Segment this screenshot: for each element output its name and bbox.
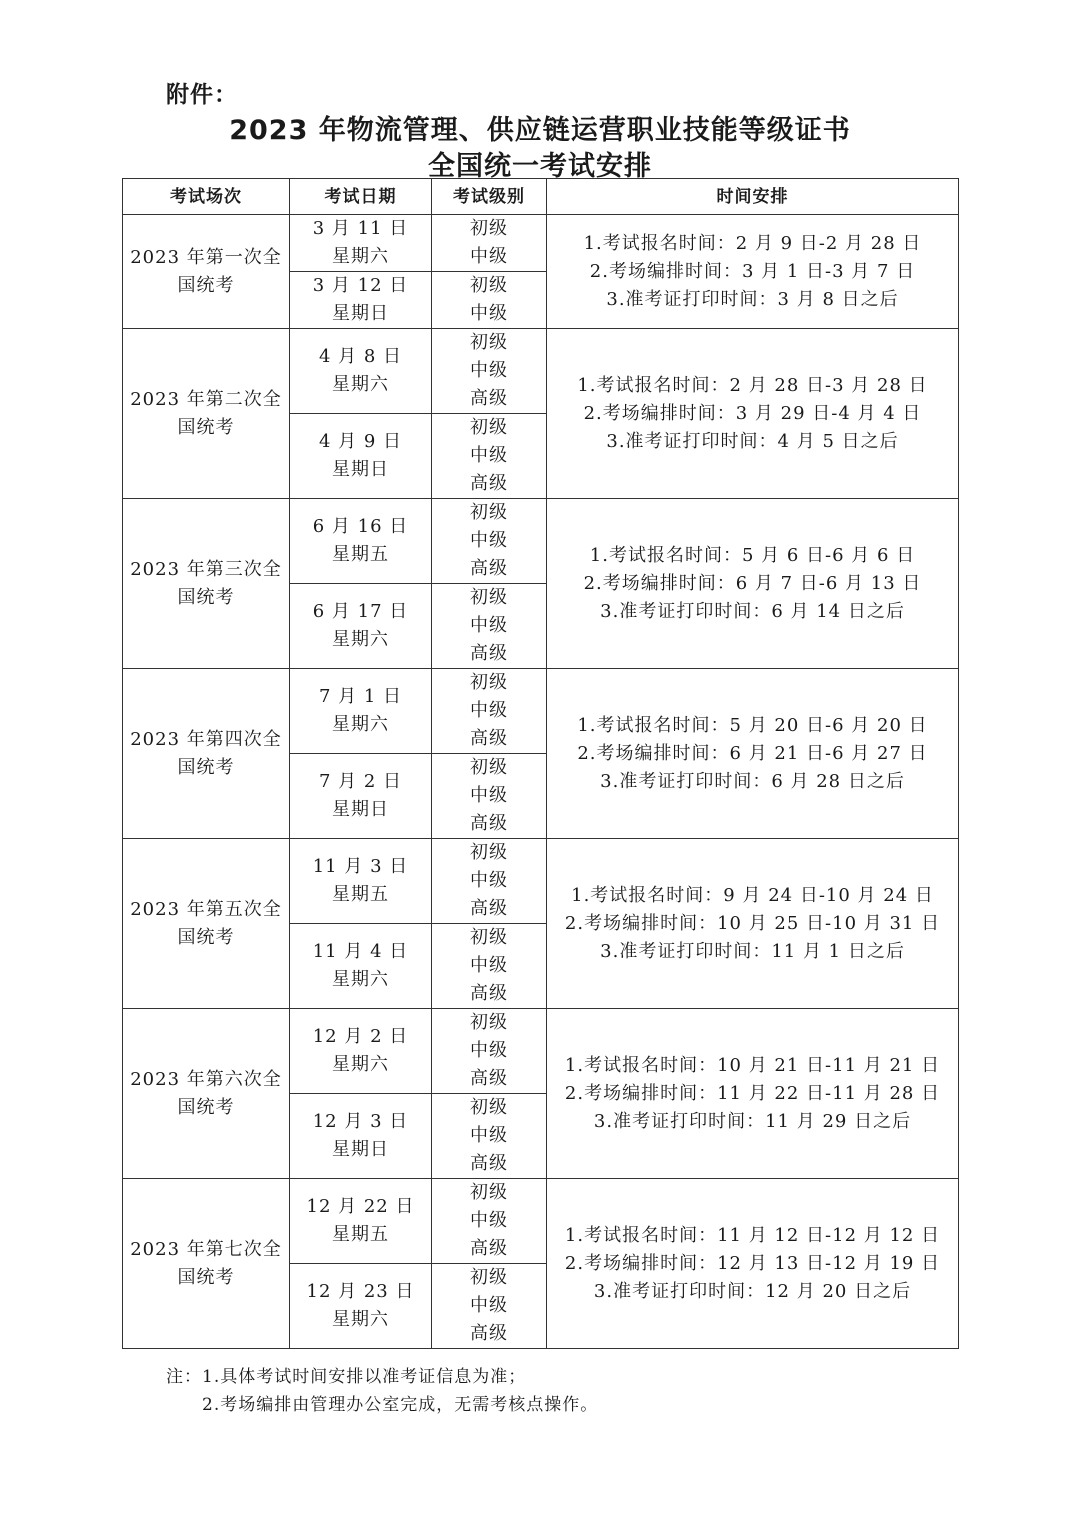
exam-level: 高级	[470, 1068, 508, 1089]
exam-weekday: 星期六	[332, 374, 389, 395]
exam-level: 中级	[470, 303, 508, 324]
schedule-line: 2.考场编排时间：6 月 7 日-6 月 13 日	[583, 572, 922, 594]
session-name-line: 2023 年第二次全	[130, 388, 282, 410]
exam-level: 中级	[470, 246, 508, 267]
table-row	[123, 1179, 959, 1264]
exam-date: 12 月 2 日	[312, 1026, 409, 1047]
exam-level: 高级	[470, 643, 508, 664]
exam-level: 初级	[470, 672, 508, 693]
level-cell	[432, 499, 547, 584]
page-title-line2: 全国统一考试安排	[428, 151, 652, 182]
schedule-line: 2.考场编排时间：3 月 29 日-4 月 4 日	[583, 402, 922, 424]
session-name-line: 国统考	[177, 586, 235, 608]
schedule-cell	[547, 839, 959, 1009]
table-row	[123, 1009, 959, 1094]
session-name-line: 国统考	[177, 1096, 235, 1118]
exam-level: 高级	[470, 558, 508, 579]
exam-level: 高级	[470, 728, 508, 749]
note-line-1: 注：1.具体考试时间安排以准考证信息为准；	[166, 1367, 527, 1387]
exam-date: 3 月 11 日	[312, 218, 409, 239]
date-cell	[290, 272, 432, 329]
session-name-line: 国统考	[177, 416, 235, 438]
date-cell	[290, 329, 432, 414]
header-date: 考试日期	[290, 179, 432, 215]
session-cell	[123, 329, 290, 499]
exam-level: 初级	[470, 757, 508, 778]
level-cell	[432, 669, 547, 754]
exam-date: 12 月 22 日	[306, 1196, 415, 1217]
exam-level: 初级	[470, 332, 508, 353]
exam-level: 中级	[470, 700, 508, 721]
exam-level: 高级	[470, 473, 508, 494]
schedule-line: 3.准考证打印时间：3 月 8 日之后	[606, 288, 899, 310]
schedule-line: 3.准考证打印时间：6 月 14 日之后	[600, 600, 905, 622]
exam-level: 中级	[470, 1040, 508, 1061]
exam-weekday: 星期五	[332, 884, 389, 905]
date-cell	[290, 839, 432, 924]
date-cell	[290, 584, 432, 669]
schedule-cell	[547, 215, 959, 329]
date-cell	[290, 1264, 432, 1349]
exam-level: 高级	[470, 1323, 508, 1344]
session-name-line: 国统考	[177, 926, 235, 948]
date-cell	[290, 499, 432, 584]
exam-level: 初级	[470, 842, 508, 863]
exam-level: 中级	[470, 1125, 508, 1146]
exam-date: 4 月 8 日	[318, 346, 403, 367]
header-level: 考试级别	[432, 179, 547, 215]
exam-level: 初级	[470, 275, 508, 296]
schedule-line: 1.考试报名时间：9 月 24 日-10 月 24 日	[571, 884, 934, 906]
schedule-line: 1.考试报名时间：5 月 6 日-6 月 6 日	[589, 544, 916, 566]
exam-weekday: 星期六	[332, 1309, 389, 1330]
level-cell	[432, 584, 547, 669]
exam-weekday: 星期六	[332, 969, 389, 990]
exam-level: 初级	[470, 417, 508, 438]
schedule-line: 3.准考证打印时间：11 月 29 日之后	[593, 1110, 912, 1132]
exam-level: 中级	[470, 530, 508, 551]
session-name-line: 2023 年第七次全	[130, 1238, 282, 1260]
exam-level: 高级	[470, 1153, 508, 1174]
exam-level: 高级	[470, 1238, 508, 1259]
table-row	[123, 839, 959, 924]
schedule-cell	[547, 1179, 959, 1349]
date-cell	[290, 1094, 432, 1179]
date-cell	[290, 215, 432, 272]
exam-date: 12 月 3 日	[312, 1111, 409, 1132]
exam-date: 12 月 23 日	[306, 1281, 415, 1302]
exam-level: 初级	[470, 1267, 508, 1288]
table-row	[123, 215, 959, 272]
exam-level: 初级	[470, 218, 508, 239]
schedule-line: 2.考场编排时间：10 月 25 日-10 月 31 日	[564, 912, 941, 934]
exam-date: 3 月 12 日	[312, 275, 409, 296]
exam-weekday: 星期日	[332, 303, 389, 324]
exam-date: 7 月 2 日	[318, 771, 403, 792]
schedule-line: 1.考试报名时间：5 月 20 日-6 月 20 日	[577, 714, 928, 736]
header-schedule: 时间安排	[547, 179, 959, 215]
exam-level: 中级	[470, 615, 508, 636]
exam-date: 7 月 1 日	[318, 686, 403, 707]
page-title-line1: 2023 年物流管理、供应链运营职业技能等级证书	[229, 115, 851, 146]
date-cell	[290, 754, 432, 839]
table-row	[123, 499, 959, 584]
level-cell	[432, 215, 547, 272]
session-cell	[123, 215, 290, 329]
schedule-line: 1.考试报名时间：2 月 9 日-2 月 28 日	[583, 232, 922, 254]
exam-level: 高级	[470, 898, 508, 919]
exam-level: 中级	[470, 1210, 508, 1231]
exam-level: 高级	[470, 813, 508, 834]
attachment-label: 附件：	[166, 82, 238, 108]
date-cell	[290, 1179, 432, 1264]
session-name-line: 国统考	[177, 756, 235, 778]
session-name-line: 国统考	[177, 1266, 235, 1288]
schedule-line: 2.考场编排时间：6 月 21 日-6 月 27 日	[577, 742, 928, 764]
exam-level: 高级	[470, 388, 508, 409]
exam-weekday: 星期六	[332, 1054, 389, 1075]
schedule-cell	[547, 329, 959, 499]
session-name-line: 2023 年第四次全	[130, 728, 282, 750]
session-name-line: 国统考	[177, 274, 235, 296]
level-cell	[432, 754, 547, 839]
exam-weekday: 星期日	[332, 799, 389, 820]
exam-date: 6 月 17 日	[312, 601, 409, 622]
exam-date: 4 月 9 日	[318, 431, 403, 452]
header-session: 考试场次	[123, 179, 290, 215]
level-cell	[432, 1009, 547, 1094]
level-cell	[432, 329, 547, 414]
date-cell	[290, 924, 432, 1009]
exam-level: 中级	[470, 1295, 508, 1316]
schedule-line: 2.考场编排时间：11 月 22 日-11 月 28 日	[564, 1082, 941, 1104]
exam-schedule-table	[122, 178, 959, 1349]
exam-weekday: 星期六	[332, 714, 389, 735]
schedule-line: 2.考场编排时间：3 月 1 日-3 月 7 日	[589, 260, 916, 282]
session-name-line: 2023 年第一次全	[130, 246, 282, 268]
session-cell	[123, 1009, 290, 1179]
session-name-line: 2023 年第六次全	[130, 1068, 282, 1090]
exam-level: 中级	[470, 360, 508, 381]
exam-weekday: 星期五	[332, 1224, 389, 1245]
exam-weekday: 星期五	[332, 544, 389, 565]
exam-date: 11 月 3 日	[312, 856, 409, 877]
level-cell	[432, 1179, 547, 1264]
exam-level: 中级	[470, 445, 508, 466]
exam-level: 初级	[470, 927, 508, 948]
schedule-line: 3.准考证打印时间：4 月 5 日之后	[606, 430, 899, 452]
level-cell	[432, 1094, 547, 1179]
exam-weekday: 星期六	[332, 629, 389, 650]
session-cell	[123, 499, 290, 669]
table-row	[123, 669, 959, 754]
session-cell	[123, 839, 290, 1009]
level-cell	[432, 414, 547, 499]
exam-date: 6 月 16 日	[312, 516, 409, 537]
session-name-line: 2023 年第五次全	[130, 898, 282, 920]
level-cell	[432, 1264, 547, 1349]
exam-level: 中级	[470, 785, 508, 806]
session-cell	[123, 669, 290, 839]
notes	[166, 1363, 598, 1419]
date-cell	[290, 669, 432, 754]
schedule-line: 3.准考证打印时间：6 月 28 日之后	[600, 770, 905, 792]
level-cell	[432, 924, 547, 1009]
level-cell	[432, 839, 547, 924]
schedule-cell	[547, 1009, 959, 1179]
session-cell	[123, 1179, 290, 1349]
note-line-2: 2.考场编排由管理办公室完成，无需考核点操作。	[202, 1395, 599, 1415]
schedule-cell	[547, 499, 959, 669]
schedule-line: 1.考试报名时间：10 月 21 日-11 月 21 日	[564, 1054, 941, 1076]
exam-level: 初级	[470, 587, 508, 608]
level-cell	[432, 272, 547, 329]
date-cell	[290, 1009, 432, 1094]
exam-weekday: 星期日	[332, 1139, 389, 1160]
schedule-line: 1.考试报名时间：2 月 28 日-3 月 28 日	[577, 374, 928, 396]
table-header-row	[123, 179, 959, 215]
exam-level: 中级	[470, 870, 508, 891]
schedule-cell	[547, 669, 959, 839]
exam-level: 初级	[470, 1182, 508, 1203]
exam-level: 初级	[470, 502, 508, 523]
schedule-line: 1.考试报名时间：11 月 12 日-12 月 12 日	[564, 1224, 941, 1246]
exam-date: 11 月 4 日	[312, 941, 409, 962]
exam-weekday: 星期日	[332, 459, 389, 480]
exam-level: 中级	[470, 955, 508, 976]
schedule-line: 3.准考证打印时间：11 月 1 日之后	[600, 940, 905, 962]
schedule-line: 2.考场编排时间：12 月 13 日-12 月 19 日	[564, 1252, 941, 1274]
exam-level: 高级	[470, 983, 508, 1004]
session-name-line: 2023 年第三次全	[130, 558, 282, 580]
exam-level: 初级	[470, 1097, 508, 1118]
exam-level: 初级	[470, 1012, 508, 1033]
table-row	[123, 329, 959, 414]
table-body	[123, 215, 959, 1349]
date-cell	[290, 414, 432, 499]
exam-weekday: 星期六	[332, 246, 389, 267]
schedule-line: 3.准考证打印时间：12 月 20 日之后	[593, 1280, 912, 1302]
